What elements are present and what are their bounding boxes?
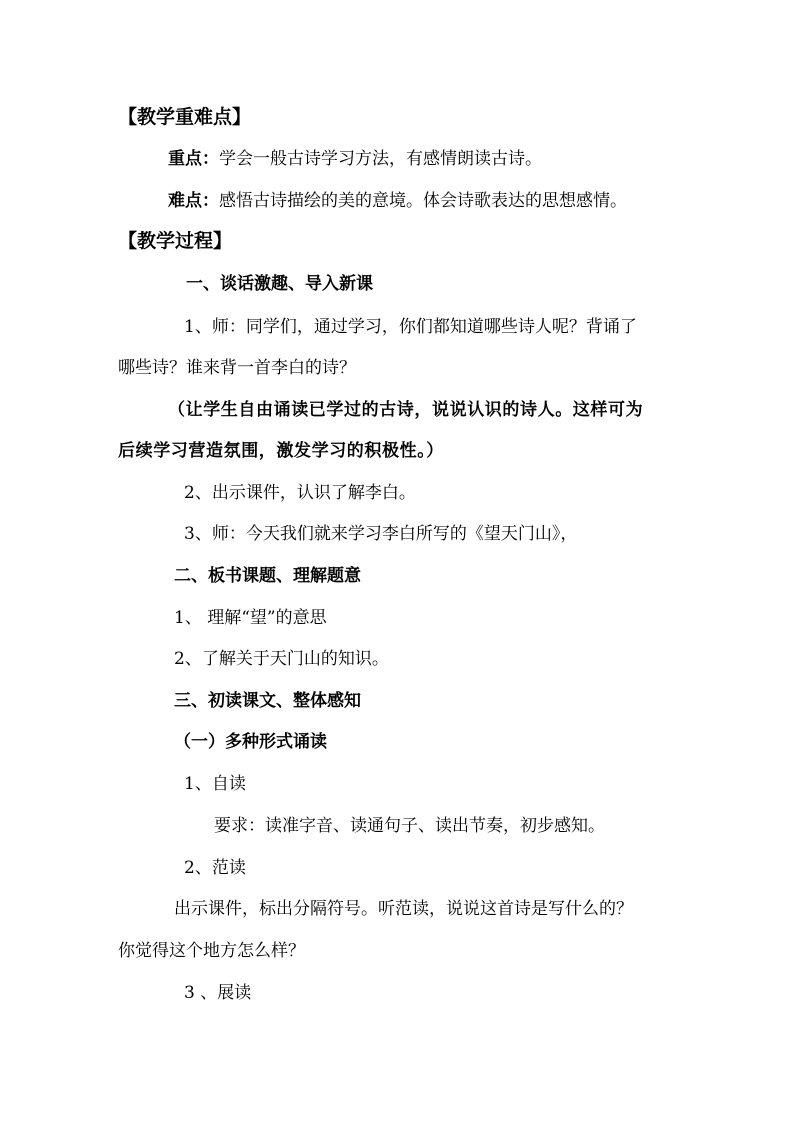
focus-text: 学会一般古诗学习方法，有感情朗读古诗。 [219,149,542,169]
part3-subtitle: （一）多种形式诵读 [174,732,327,752]
part1-note-line2: 后续学习营造氛围，激发学习的积极性。） [118,441,444,461]
key-points-heading: 【教学重难点】 [118,106,252,128]
part1-item1-line2: 哪些诗？谁来背一首李白的诗？ [118,358,356,378]
process-heading: 【教学过程】 [118,230,233,252]
part1-item1-line1: 1、师：同学们，通过学习，你们都知道哪些诗人呢？背诵了 [184,317,637,337]
part1-note-line1: （让学生自由诵读已学过的古诗，说说认识的诗人。这样可为 [168,400,644,420]
part1-item3: 3、师：今天我们就来学习李白所写的《望天门山》， [184,524,578,544]
focus-line [168,148,542,170]
part2-item2: 2、了解关于天门山的知识。 [174,649,389,669]
part2-title: 二、板书课题、理解题意 [174,566,361,586]
part3-item1: 1、自读 [184,774,246,794]
part3-item2-line1: 出示课件，标出分隔符号。听范读，说说这首诗是写什么的？ [174,899,633,919]
difficulty-line [168,190,627,212]
part3-item1-requirement: 要求：读准字音、读通句子、读出节奏，初步感知。 [214,816,605,836]
part1-item2: 2、出示课件，认识了解李白。 [184,483,416,503]
part3-item2: 2、范读 [184,858,246,878]
part3-title: 三、初读课文、整体感知 [174,691,361,711]
part1-title: 一、谈话激趣、导入新课 [186,274,373,294]
difficulty-label: 难点： [168,191,219,211]
part2-item1: 1、 理解“望”的意思 [174,608,327,628]
part3-item2-line2: 你觉得这个地方怎么样？ [118,941,305,961]
difficulty-text: 感悟古诗描绘的美的意境。体会诗歌表达的思想感情。 [219,191,627,211]
focus-label: 重点： [168,149,219,169]
part3-item3: 3 、展读 [184,983,252,1003]
